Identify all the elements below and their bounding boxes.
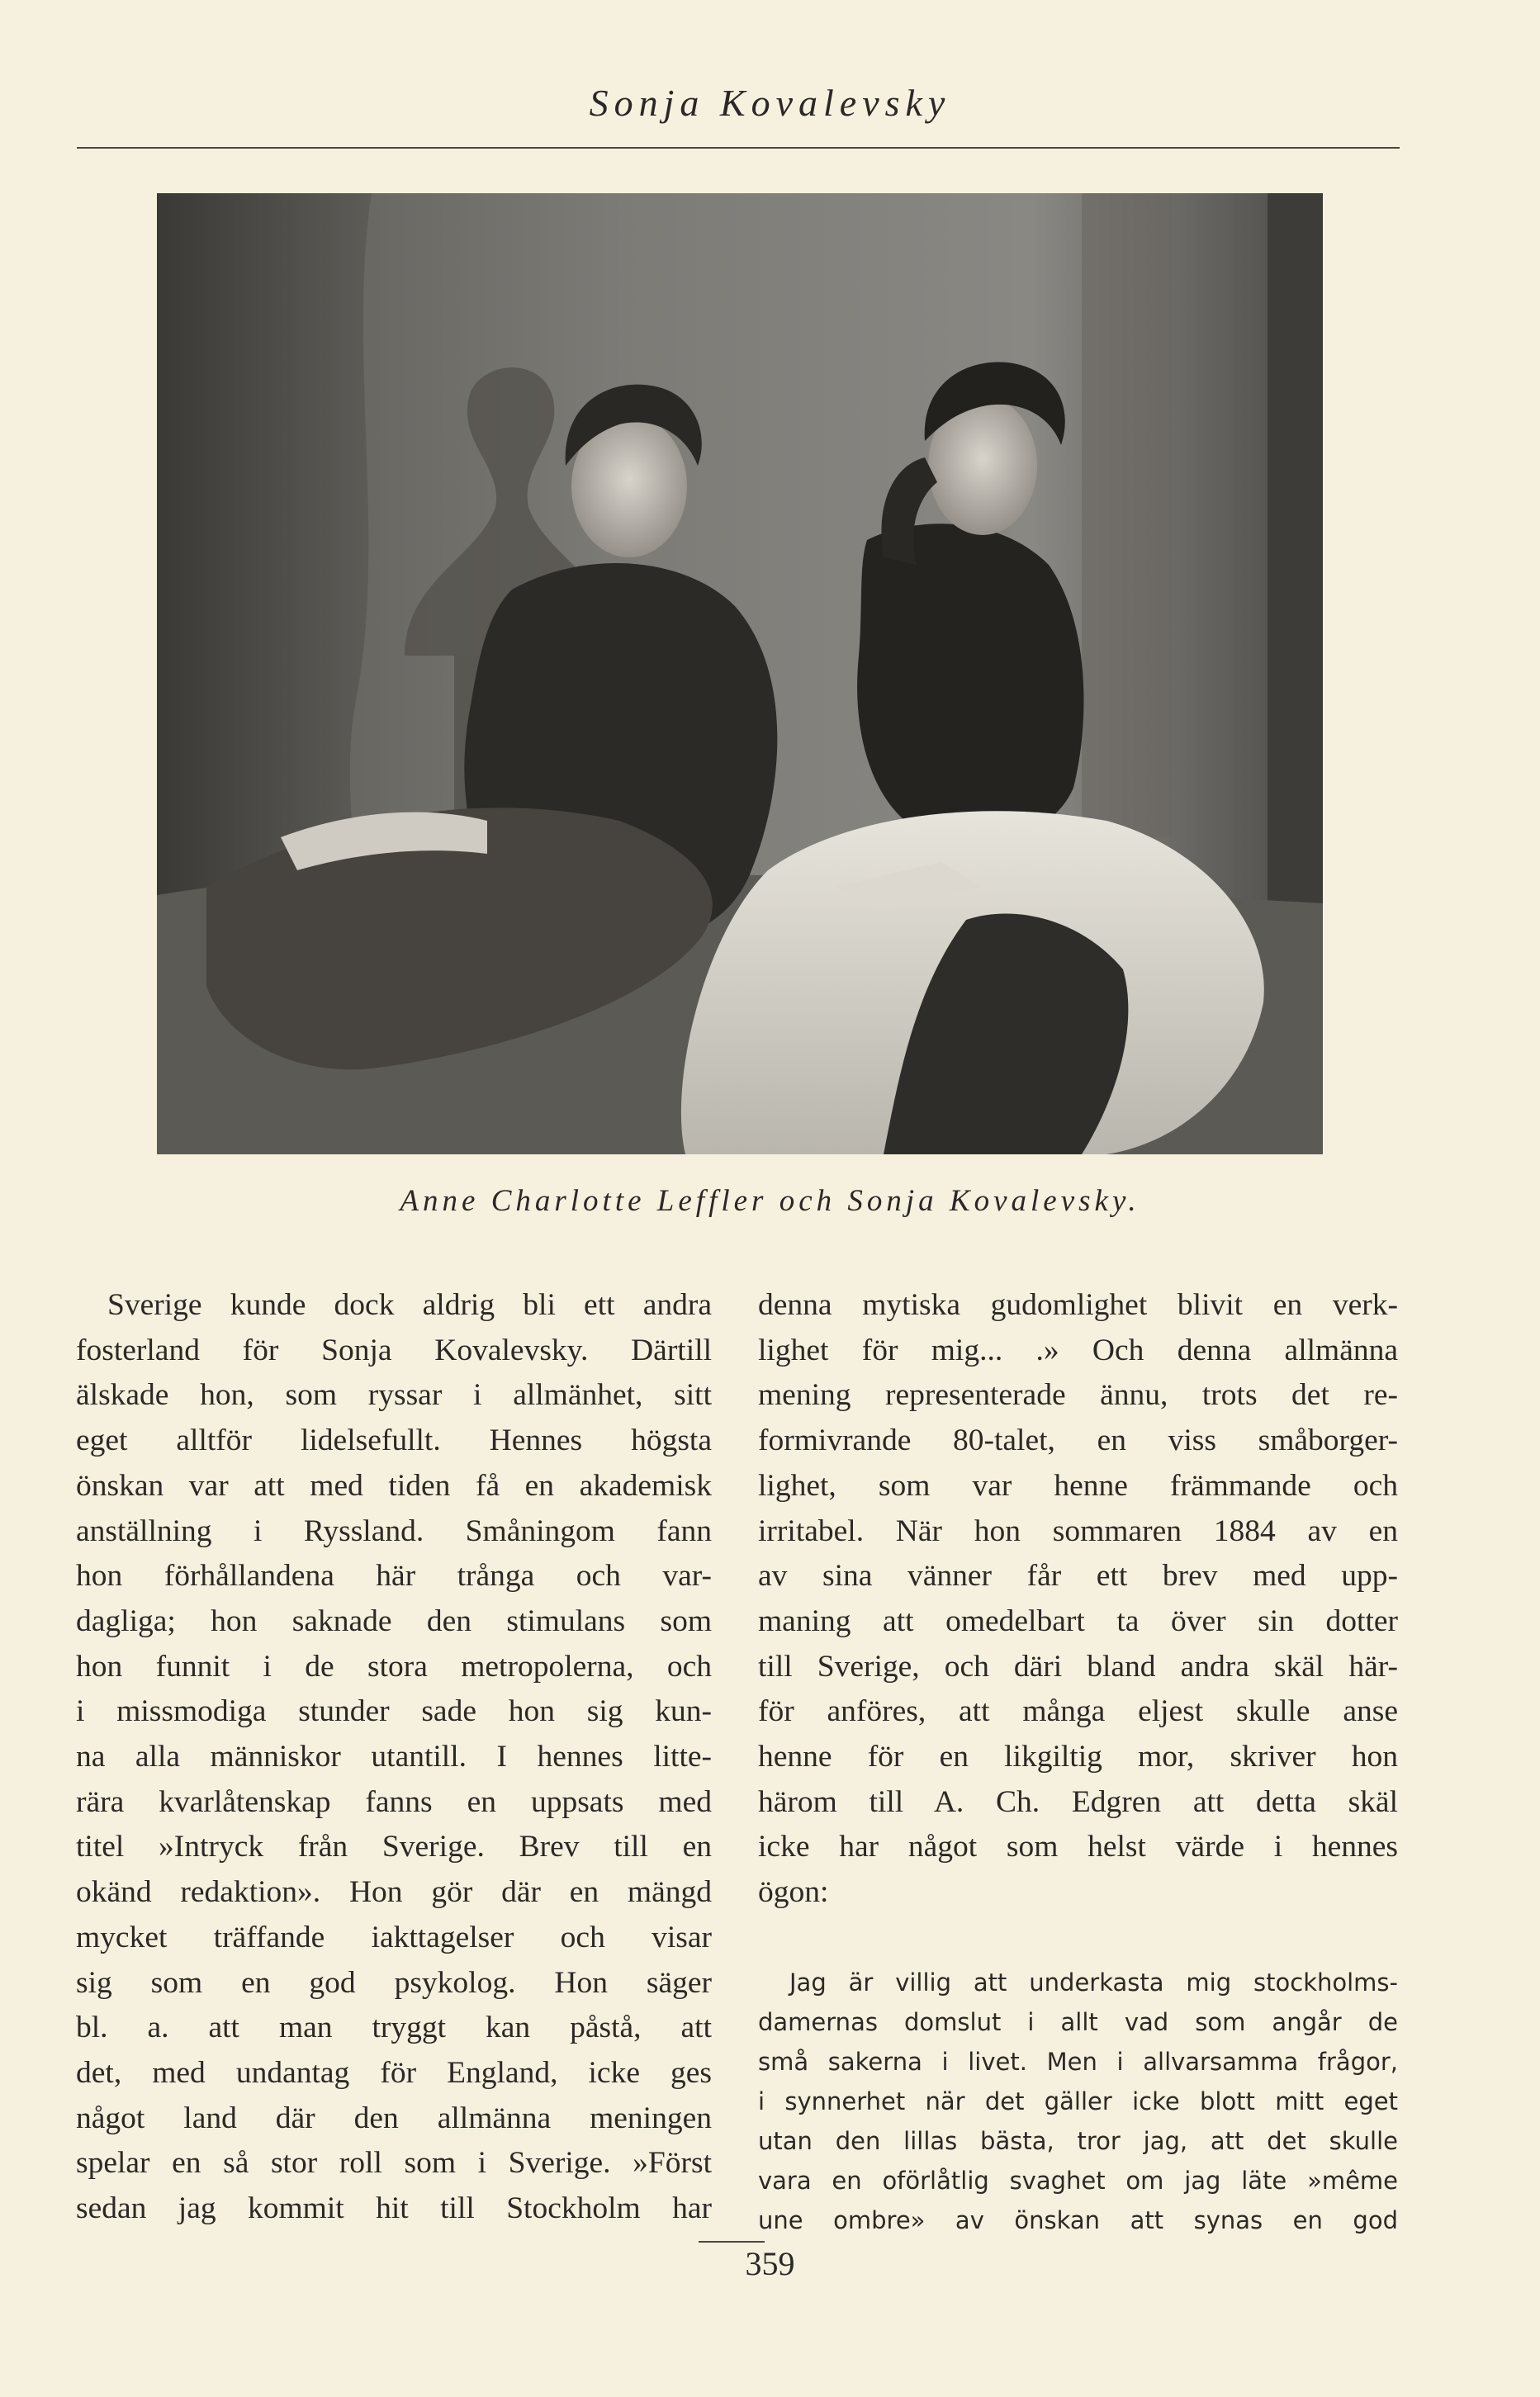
text-line: spelar en så stor roll som i Sverige. »Först	[76, 2146, 712, 2181]
quote-line: damernas domslut i allt vad som angår de	[758, 2008, 1398, 2036]
quote-line: une ombre» av önskan att synas en god	[758, 2206, 1398, 2234]
quote-line: utan den lillas bästa, tror jag, att det skulle	[758, 2127, 1398, 2155]
running-title: Sonja Kovalevsky	[589, 82, 951, 124]
text-line: Sverige kunde dock aldrig bli ett andra	[107, 1288, 712, 1322]
header-rule	[77, 147, 1400, 149]
quote-line: i synnerhet när det gäller icke blott mitt eget	[758, 2087, 1398, 2115]
text-line: rära kvarlåtenskap fanns en uppsats med	[76, 1784, 712, 1819]
text-line: eget alltför lidelsefullt. Hennes högsta	[76, 1424, 712, 1458]
text-line: i missmodiga stunder sade hon sig kun-	[76, 1694, 712, 1729]
text-line: av sina vänner får ett brev med upp-	[758, 1559, 1398, 1594]
text-line: fosterland för Sonja Kovalevsky. Därtill	[76, 1333, 712, 1367]
right-text-column	[758, 1283, 1398, 1916]
text-line: härom till A. Ch. Edgren att detta skäl	[758, 1784, 1398, 1819]
text-line: icke har något som helst värde i hennes	[758, 1830, 1398, 1864]
text-line: denna mytiska gudomlighet blivit en verk-	[758, 1288, 1398, 1322]
page-number-rule	[699, 2241, 765, 2243]
text-line: henne för en likgiltig mor, skriver hon	[758, 1740, 1398, 1774]
text-line: irritabel. När hon sommaren 1884 av en	[758, 1514, 1398, 1548]
text-line: hon funnit i de stora metropolerna, och	[76, 1649, 712, 1684]
quote-line: Jag är villig att underkasta mig stockholms-	[789, 1968, 1398, 1997]
text-line: anställning i Ryssland. Småningom fann	[76, 1514, 712, 1548]
text-line: dagliga; hon saknade den stimulans som	[76, 1604, 712, 1638]
text-line: formivrande 80-talet, en viss småborger-	[758, 1424, 1398, 1458]
text-line: önskan var att med tiden få en akademisk	[76, 1468, 712, 1503]
block-quote	[758, 1963, 1398, 2240]
text-line: för anföres, att många eljest skulle anse	[758, 1694, 1398, 1729]
text-line: bl. a. att man tryggt kan påstå, att	[76, 2011, 712, 2045]
text-line: mycket träffande iakttagelser och visar	[76, 1920, 712, 1954]
text-line: det, med undantag för England, icke ges	[76, 2055, 712, 2090]
text-line: ögon:	[758, 1875, 829, 1910]
quote-line: små sakerna i livet. Men i allvarsamma frågor,	[758, 2048, 1398, 2076]
text-line: till Sverige, och däri bland andra skäl här-	[758, 1649, 1398, 1684]
photo-caption: Anne Charlotte Leffler och Sonja Kovalevsky.	[400, 1184, 1140, 1218]
text-line: hon förhållandena här trånga och var-	[76, 1559, 712, 1594]
text-line: okänd redaktion». Hon gör där en mängd	[76, 1875, 712, 1910]
photograph-illustration	[157, 193, 1323, 1154]
portrait-photograph	[157, 193, 1323, 1154]
text-line: något land där den allmänna meningen	[76, 2101, 712, 2135]
text-line: älskade hon, som ryssar i allmänhet, sitt	[76, 1378, 712, 1413]
text-line: mening representerade ännu, trots det re-	[758, 1378, 1398, 1413]
text-line: sig som en god psykolog. Hon säger	[76, 1965, 712, 2000]
text-line: lighet, som var henne främmande och	[758, 1468, 1398, 1503]
left-text-column	[76, 1283, 712, 2232]
text-line: na alla människor utantill. I hennes litte-	[76, 1740, 712, 1774]
page-number: 359	[745, 2245, 795, 2282]
quote-line: vara en oförlåtlig svaghet om jag läte »même	[758, 2167, 1398, 2195]
text-line: sedan jag kommit hit till Stockholm har	[76, 2191, 712, 2226]
text-line: lighet för mig... .» Och denna allmänna	[758, 1333, 1398, 1367]
text-line: titel »Intryck från Sverige. Brev till en	[76, 1830, 712, 1864]
text-line: maning att omedelbart ta över sin dotter	[758, 1604, 1398, 1638]
